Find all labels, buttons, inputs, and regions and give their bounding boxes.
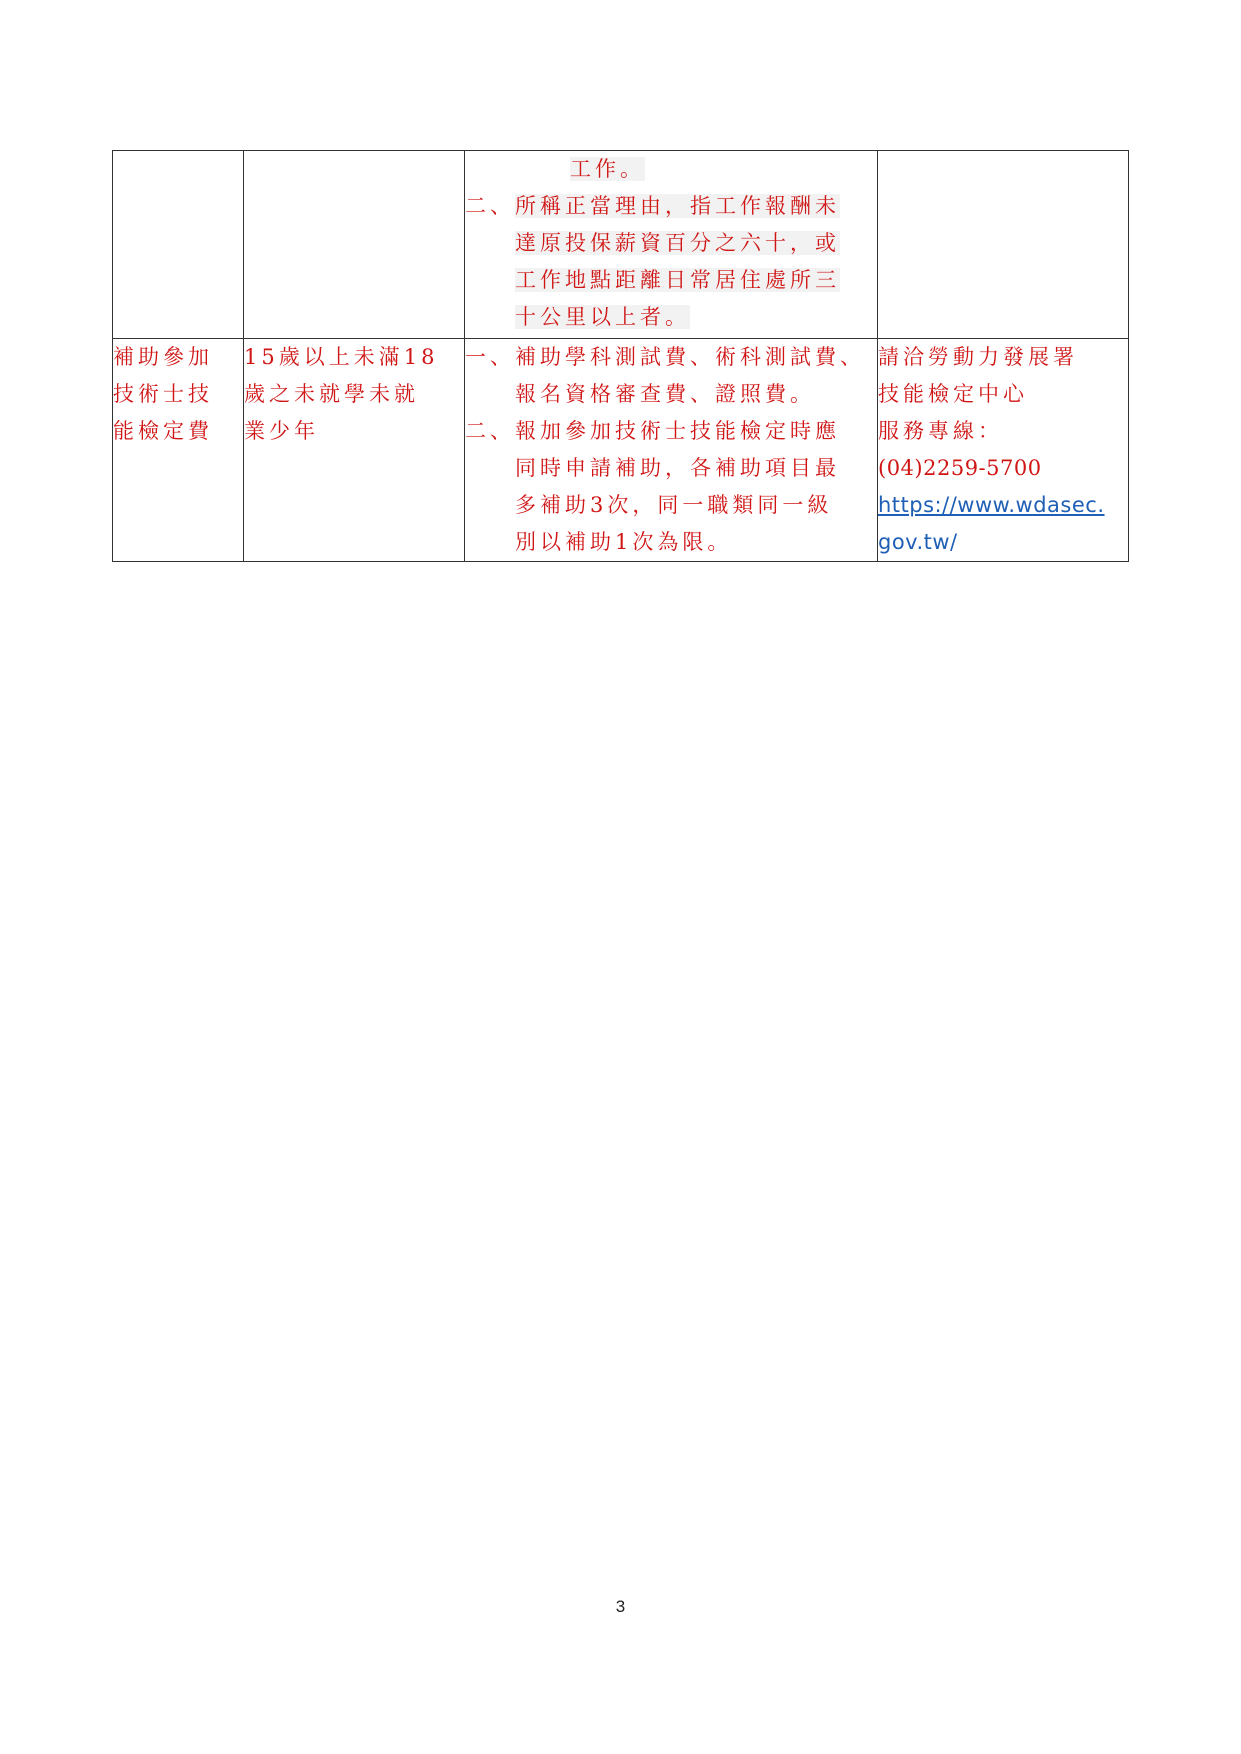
- row1-col2-cell: [244, 151, 465, 339]
- subsidy-name-line: 能檢定費: [113, 419, 213, 443]
- subsidy-name-cell: [113, 339, 244, 562]
- item-line: 報名資格審查費、證照費。: [515, 382, 815, 406]
- contact-line: 技能檢定中心: [878, 382, 1028, 406]
- item-line: 工作地點距離日常居住處所三: [515, 268, 840, 292]
- item-marker: 二、: [465, 194, 515, 218]
- website-link[interactable]: [878, 487, 1128, 561]
- contact-cell: [878, 339, 1129, 562]
- page-number: 3: [615, 1597, 626, 1616]
- eligibility-line: 業少年: [244, 419, 319, 443]
- eligibility-line: 歲之未就學未就: [244, 382, 419, 406]
- website-link-line[interactable]: https://www.wdasec.: [878, 493, 1105, 517]
- eligibility-line: 15歲以上未滿18: [244, 345, 439, 369]
- continued-line: 工作。: [570, 157, 645, 181]
- subsidy-content-cell: [465, 339, 878, 562]
- contact-line: 請洽勞動力發展署: [878, 345, 1078, 369]
- subsidy-table: [112, 150, 1129, 562]
- row1-col1-cell: [113, 151, 244, 339]
- item-line: 多補助3次，同一職類同一級: [515, 493, 833, 517]
- item-line: 補助學科測試費、術科測試費、: [515, 345, 865, 369]
- subsidy-name-line: 技術士技: [113, 382, 213, 406]
- item-line: 所稱正當理由，指工作報酬未: [515, 194, 840, 218]
- item-marker: 二、: [465, 419, 515, 443]
- item-line: 報加參加技術士技能檢定時應: [515, 419, 840, 443]
- subsidy-name-line: 補助參加: [113, 345, 213, 369]
- item-line: 別以補助1次為限。: [515, 530, 733, 554]
- item-line: 十公里以上者。: [515, 305, 690, 329]
- table-row: [113, 151, 1129, 339]
- phone-number: (04)2259-5700: [878, 456, 1042, 480]
- item-marker: 一、: [465, 345, 515, 369]
- item-line: 同時申請補助，各補助項目最: [515, 456, 840, 480]
- contact-line: 服務專線：: [878, 419, 1003, 443]
- row1-col4-cell: [878, 151, 1129, 339]
- website-link-line[interactable]: gov.tw/: [878, 530, 958, 554]
- eligibility-cell: [244, 339, 465, 562]
- list-item: [465, 339, 877, 376]
- list-item: [465, 188, 877, 225]
- list-item: [465, 413, 877, 450]
- row1-col3-cell: [465, 151, 878, 339]
- item-line: 達原投保薪資百分之六十，或: [515, 231, 840, 255]
- table-row: [113, 339, 1129, 562]
